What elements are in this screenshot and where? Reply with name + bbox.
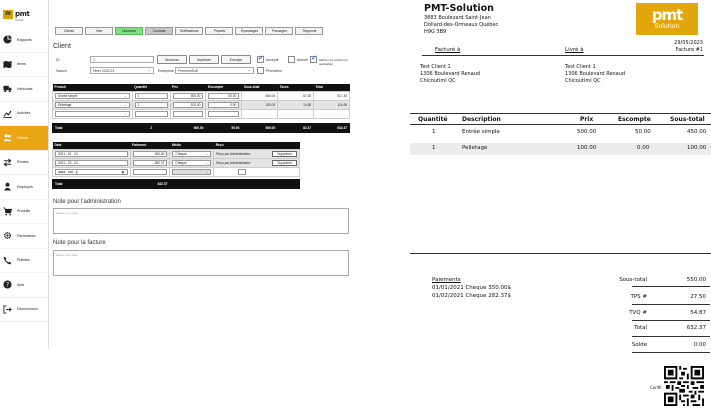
invoice-item-row: 1 Pelletage 100.00 0.00 100.00	[410, 143, 711, 155]
taxes-cell: 67.39	[278, 91, 314, 100]
sidebar-item-items[interactable]	[0, 53, 48, 78]
billed-to-address: Test Client 1 1306 Boulevard Renaud Chicoutimi QC	[420, 64, 481, 84]
invoice-date: 29/05/2023	[674, 40, 703, 46]
truck-icon	[3, 84, 12, 93]
solde-value: 0.00	[693, 342, 706, 348]
sidebar-item-label: Plaintes	[17, 258, 30, 263]
amount-field[interactable]: 282.37	[133, 160, 168, 166]
client-form	[52, 0, 352, 290]
sidebar-item-label: Rapports	[17, 37, 32, 42]
sidebar-item-label: Véhicules	[17, 86, 33, 91]
new-date-field[interactable]: aaaa - mm - jj ▦	[55, 169, 128, 175]
sidebar-item-activites[interactable]	[0, 102, 48, 127]
gear-icon	[3, 231, 12, 240]
sidebar-item-label: Routes	[17, 160, 29, 165]
tvq-value: 54.87	[690, 310, 706, 316]
new-amount-field[interactable]	[133, 169, 168, 175]
sidebar-item-vehicules[interactable]	[0, 77, 48, 102]
sidebar-item-produits[interactable]	[0, 200, 48, 225]
invoice-item-row: 1 Entrée simple 500.00 50.00 450.00	[432, 129, 707, 135]
tab-contrats[interactable]: Contrats	[145, 27, 173, 35]
logout-icon	[3, 305, 12, 314]
media-select[interactable]: Cheque ⌄	[172, 160, 211, 166]
col-taxes: Taxes	[278, 84, 314, 91]
subtotal-cell: 100.00	[242, 100, 278, 109]
table-row-empty	[53, 109, 350, 118]
id-field[interactable]: 1	[90, 56, 154, 63]
invoice-preview	[410, 0, 711, 410]
table-row	[53, 100, 350, 109]
taxes-cell: 14.98	[278, 100, 314, 109]
tab-epandages[interactable]: Épandages	[235, 27, 263, 35]
supprimer-button[interactable]: Supprimer	[272, 160, 297, 166]
summary-divider	[632, 320, 710, 321]
total-label: Total	[634, 325, 647, 331]
accepte-label: Accepté	[266, 58, 279, 62]
col-produit: Produit	[53, 84, 133, 91]
admin-note-title: Note pour l'administration	[53, 199, 121, 205]
tab-passages[interactable]: Passages	[265, 27, 293, 35]
invoice-meta	[674, 40, 703, 54]
confirm-label: Confir	[650, 385, 662, 390]
subtotal-cell: 450.00	[242, 91, 278, 100]
products-table	[52, 84, 350, 133]
enfants-label: Afficher les enfants (si applicable)	[319, 58, 348, 66]
nouveau-button[interactable]: Nouveau	[157, 55, 187, 64]
sidebar	[0, 0, 49, 349]
table-row	[53, 158, 300, 167]
invoice-items-header: Quantité Description Prix Escompte Sous-total	[410, 113, 711, 125]
col-total: Total	[314, 84, 350, 91]
logo-text: pmt	[15, 10, 30, 18]
date-field[interactable]: 2021 - 01 - 01	[55, 151, 128, 157]
supprimer-button[interactable]: Supprimer	[272, 151, 297, 157]
map-icon	[3, 60, 12, 69]
sidebar-item-routes[interactable]	[0, 151, 48, 176]
quantity-field[interactable]	[135, 111, 168, 117]
tab-voie[interactable]: Voie	[85, 27, 113, 35]
admin-note-textarea[interactable]: Entrez une note	[53, 208, 349, 234]
promotion-label: Promotion	[266, 69, 282, 73]
user-icon	[3, 182, 12, 191]
tab-nouveau[interactable]: Nouveau	[115, 27, 143, 35]
tvq-label: TVQ #	[629, 310, 647, 316]
sidebar-item-label: Items	[17, 62, 26, 67]
header-divider	[422, 55, 704, 56]
items-divider	[410, 253, 711, 254]
invoice-company-address: 3883 Boulevard Saint-Jean Dollard-des-Ormeaux Québec H9G 3B9	[424, 15, 499, 35]
sidebar-item-label: Paramètres	[17, 233, 36, 238]
invoice-company: PMT-Solution	[424, 3, 494, 14]
solde-label: Solde	[631, 342, 647, 348]
bar-chart-icon	[3, 109, 12, 118]
invoice-note-title: Note pour la facture	[53, 240, 106, 246]
qr-code-icon	[664, 366, 704, 406]
imprimer-button[interactable]: Imprimer	[189, 55, 219, 64]
sidebar-item-rapports[interactable]	[0, 28, 48, 53]
table-row	[53, 91, 350, 100]
discount-field[interactable]	[208, 111, 239, 117]
summary-divider	[632, 286, 710, 287]
col-paiement: Paiement	[130, 142, 170, 149]
sidebar-item-label: Activités	[17, 111, 31, 116]
price-field[interactable]	[173, 111, 204, 117]
promotion-checkbox[interactable]	[257, 67, 264, 74]
sidebar-item-clients[interactable]	[0, 126, 48, 151]
calendar-icon[interactable]: ▦	[121, 169, 125, 174]
invoice-number: Facture #1	[675, 47, 703, 53]
tab-bar	[55, 27, 323, 35]
sidebar-item-deconnexion[interactable]	[0, 298, 48, 323]
summary-divider	[632, 352, 710, 353]
col-prix: Prix	[170, 84, 206, 91]
receipt-text: Reçu par Administrateur	[216, 160, 251, 165]
price-field[interactable]: 100.00	[173, 102, 204, 108]
enfants-checkbox[interactable]	[310, 56, 317, 63]
payments-list: 01/01/2021 Cheque 350.00$ 01/02/2021 Cheque 282.37$	[432, 285, 512, 299]
subtotal-label: Sous-total	[619, 277, 647, 283]
col-recu: Reçu	[214, 142, 300, 149]
sidebar-item-label: Produits	[17, 209, 31, 214]
payments-table	[52, 142, 300, 189]
tab-rapports[interactable]: Rapports	[295, 27, 323, 35]
col-escompte: Escompte	[206, 84, 242, 91]
col-media: Média	[170, 142, 214, 149]
sidebar-item-employes[interactable]	[0, 175, 48, 200]
payments-total-row: Total 632.37	[53, 179, 300, 188]
tab-notifications[interactable]: Notifications	[175, 27, 203, 35]
media-select[interactable]: Cheque ⌄	[172, 151, 211, 157]
entreprise-label: Entreprise	[158, 69, 174, 73]
annule-label: Annulé	[297, 58, 308, 62]
delivered-to-heading: Livré à	[565, 47, 584, 53]
tps-label: TPS #	[630, 294, 647, 300]
logo-mark: m	[3, 10, 13, 19]
people-icon	[3, 133, 12, 142]
product-select[interactable]: ⌄	[55, 111, 130, 117]
total-value: 632.37	[686, 325, 706, 331]
logo-subtext: Solution	[15, 19, 25, 22]
section-title: Client	[53, 43, 71, 50]
cart-icon	[3, 207, 12, 216]
col-sous-total: Sous-total	[242, 84, 278, 91]
date-field[interactable]: 2021 - 02 - 01	[55, 160, 128, 166]
sidebar-item-label: Déconnexion	[17, 307, 38, 312]
subtotal-value: 550.00	[686, 277, 706, 283]
quantity-field[interactable]: 1	[135, 102, 168, 108]
receipt-text: Reçu par Administrateur	[216, 151, 251, 156]
delivered-to-address: Test Client 1 1306 Boulevard Renaud Chicoutimi QC	[565, 64, 626, 84]
sidebar-item-aide[interactable]	[0, 273, 48, 298]
discount-field[interactable]: 0.00	[208, 102, 239, 108]
help-icon	[3, 280, 12, 289]
id-label: ID	[56, 58, 60, 62]
products-total-row: Total 2 600.00 50.00 550.00 82.37 632.37	[53, 123, 350, 132]
col-date: Date	[53, 142, 131, 149]
saison-label: Saison	[56, 69, 67, 73]
invoice-note-textarea[interactable]: Entrez une note	[53, 250, 349, 276]
invoice-logo: pmt Solution	[636, 3, 698, 35]
billed-to-heading: Facturé à	[435, 47, 461, 53]
price-field[interactable]: 500.00	[173, 93, 204, 99]
sidebar-item-parametres[interactable]	[0, 224, 48, 249]
quantity-field[interactable]: 1	[135, 93, 168, 99]
accepte-checkbox[interactable]	[257, 56, 264, 63]
summary-divider	[632, 304, 710, 305]
summary-divider	[632, 336, 710, 337]
route-icon	[3, 158, 12, 167]
tps-value: 27.50	[690, 294, 706, 300]
table-row-new	[53, 167, 300, 176]
products-header-row	[53, 84, 350, 91]
payments-heading: Paiements	[432, 277, 461, 283]
total-cell: 517.39	[314, 91, 350, 100]
payments-header-row	[53, 142, 300, 149]
pie-chart-icon	[3, 35, 12, 44]
annule-checkbox[interactable]	[288, 56, 295, 63]
discount-field[interactable]: 50.00	[208, 93, 239, 99]
tab-piquets[interactable]: Piquets	[205, 27, 233, 35]
svg-text:?: ?	[5, 282, 10, 289]
new-media-select[interactable]: ⌄	[172, 169, 211, 175]
saison-select[interactable]: Hiver 2022-23 ⌄	[90, 67, 154, 74]
amount-field[interactable]: 350.00	[133, 151, 168, 157]
total-cell: 114.98	[314, 100, 350, 109]
sidebar-item-label: Employés	[17, 184, 33, 189]
product-select[interactable]: Entrée simple ⌄	[55, 93, 130, 99]
sidebar-item-label: Clients	[17, 135, 28, 140]
entreprise-select[interactable]: PremiumSoft ⌄	[175, 67, 254, 74]
tab-clients[interactable]: Clients	[55, 27, 83, 35]
col-quantite: Quantité	[132, 84, 170, 91]
app-logo[interactable]	[0, 0, 48, 28]
table-row	[53, 149, 300, 158]
sidebar-item-plaintes[interactable]	[0, 249, 48, 274]
product-select[interactable]: Pelletage ⌄	[55, 102, 130, 108]
envoyer-button[interactable]: Envoyer	[221, 55, 251, 64]
sidebar-item-label: Aide	[17, 282, 25, 287]
new-receipt-checkbox[interactable]	[238, 169, 246, 175]
phone-icon	[3, 256, 12, 265]
